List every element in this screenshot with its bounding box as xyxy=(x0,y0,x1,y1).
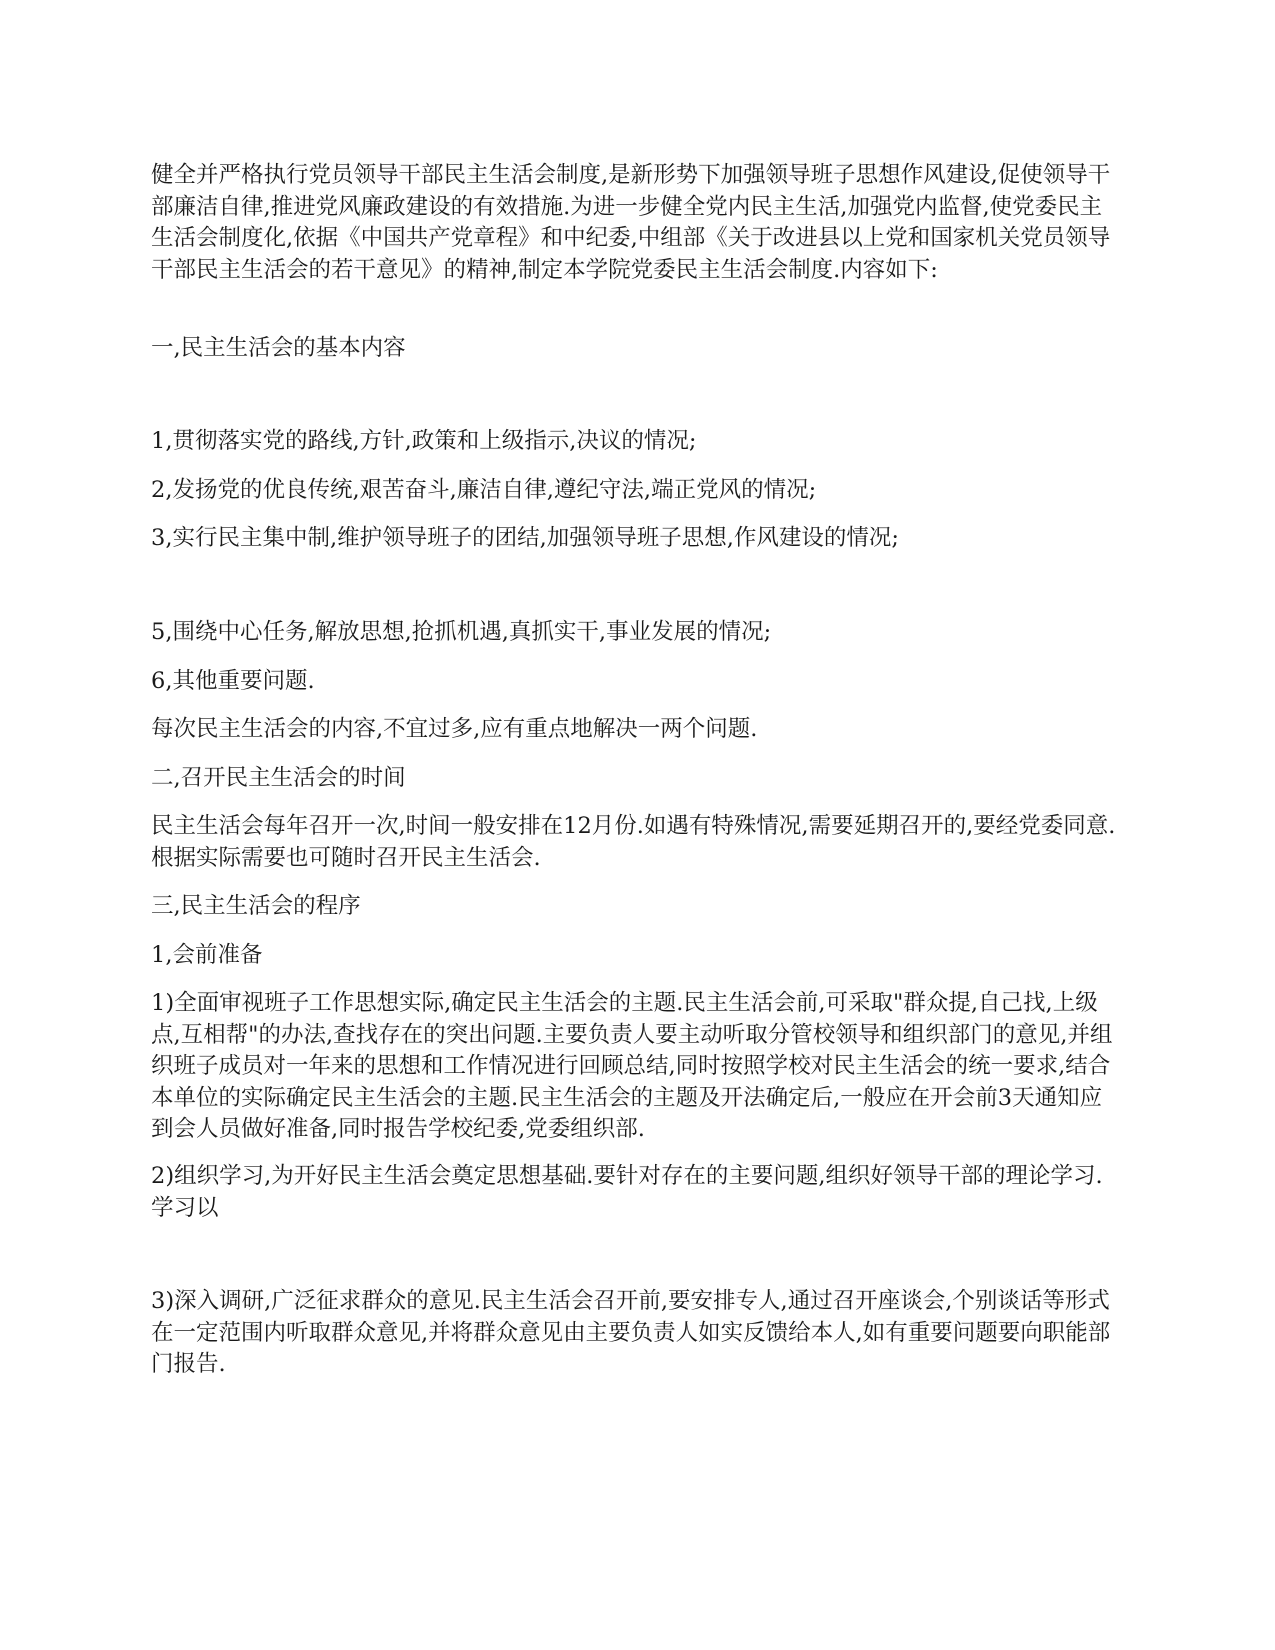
section-heading-1: 一,民主生活会的基本内容 xyxy=(151,335,406,361)
paragraph-meeting-time: 民主生活会每年召开一次,时间一般安排在12月份.如遇有特殊情况,需要延期召开的,要经党委同意.根据实际需要也可随时召开民主生活会. xyxy=(151,813,1116,871)
paragraph-content-note: 每次民主生活会的内容,不宜过多,应有重点地解决一两个问题. xyxy=(151,716,758,742)
intro-paragraph: 健全并严格执行党员领导干部民主生活会制度,是新形势下加强领导班子思想作风建设,促使领导干部廉洁自律,推进党风廉政建设的有效措施.为进一步健全党内民主生活,加强党内监督,使党委民主生活会制度化,依据《中国共产党章程》和中纪委,中组部《关于改进县以上党和国家机关党员领导干部民主生活会的若干意见》的精神,制定本学院党委民主生活会制度.内容如下: xyxy=(151,162,1111,283)
subheading-preparation: 1,会前准备 xyxy=(151,942,263,968)
paragraph-step-2: 2)组织学习,为开好民主生活会奠定思想基础.要针对存在的主要问题,组织好领导干部的理论学习.学习以 xyxy=(151,1163,1103,1221)
list-item-5: 5,围绕中心任务,解放思想,抢抓机遇,真抓实干,事业发展的情况; xyxy=(151,619,772,645)
list-item-2: 2,发扬党的优良传统,艰苦奋斗,廉洁自律,遵纪守法,端正党风的情况; xyxy=(151,477,817,503)
section-heading-3: 三,民主生活会的程序 xyxy=(151,893,361,919)
list-item-3: 3,实行民主集中制,维护领导班子的团结,加强领导班子思想,作风建设的情况; xyxy=(151,525,900,551)
section-heading-2: 二,召开民主生活会的时间 xyxy=(151,765,406,791)
list-item-1: 1,贯彻落实党的路线,方针,政策和上级指示,决议的情况; xyxy=(151,428,697,454)
list-item-6: 6,其他重要问题. xyxy=(151,668,315,694)
paragraph-step-1: 1)全面审视班子工作思想实际,确定民主生活会的主题.民主生活会前,可采取"群众提,自己找,上级点,互相帮"的办法,查找存在的突出问题.主要负责人要主动听取分管校领导和组织部门的意见,并组织班子成员对一年来的思想和工作情况进行回顾总结,同时按照学校对民主生活会的统一要求,结合本单位的实际确定民主生活会的主题.民主生活会的主题及开法确定后,一般应在开会前3天通知应到会人员做好准备,同时报告学校纪委,党委组织部. xyxy=(151,990,1113,1142)
paragraph-step-3: 3)深入调研,广泛征求群众的意见.民主生活会召开前,要安排专人,通过召开座谈会,个别谈话等形式在一定范围内听取群众意见,并将群众意见由主要负责人如实反馈给本人,如有重要问题要向职能部门报告. xyxy=(151,1288,1111,1377)
